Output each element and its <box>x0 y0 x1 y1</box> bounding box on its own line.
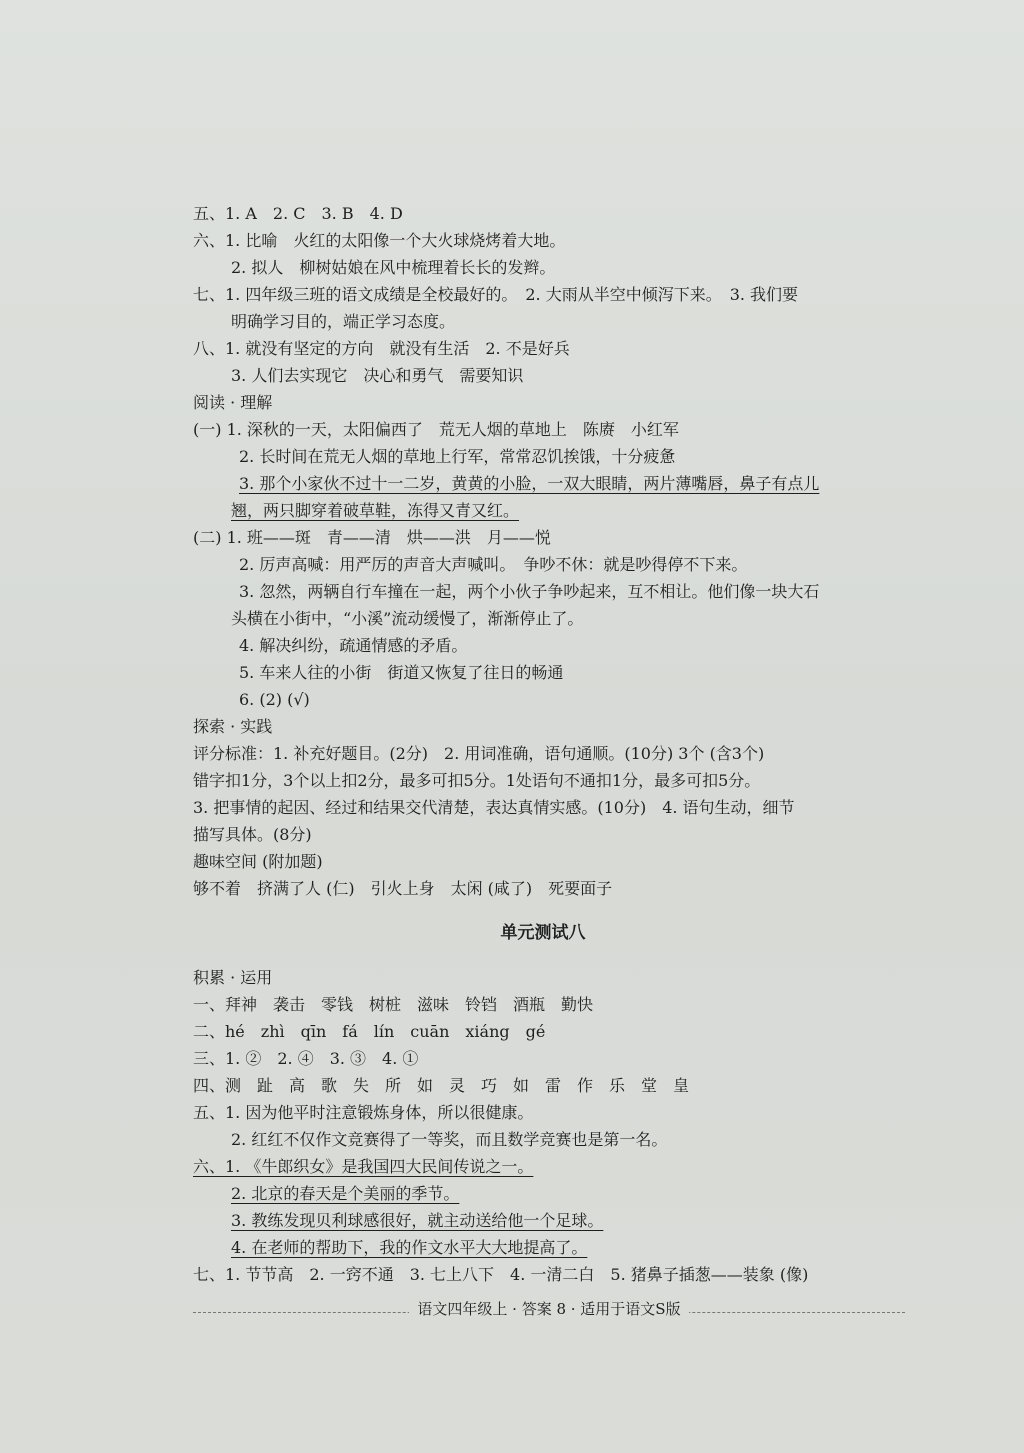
underlined-answer: 翘，两只脚穿着破草鞋，冻得又青又红。 <box>231 501 520 520</box>
underlined-answer <box>193 1234 893 1261</box>
answer-line: 一、拜神 袭击 零钱 树桩 滋味 铃铛 酒瓶 勤快 <box>193 995 594 1014</box>
answer-line: 3. 人们去实现它 决心和勇气 需要知识 <box>231 366 524 385</box>
answer-line: 2. 拟人 柳树姑娘在风中梳理着长长的发辫。 <box>231 258 556 277</box>
underlined-text: 2. 北京的春天是个美丽的季节。 <box>231 1184 460 1203</box>
underlined-text: 3. 教练发现贝利球感很好，就主动送给他一个足球。 <box>231 1211 604 1230</box>
answer-line: 三、1. ② 2. ④ 3. ③ 4. ① <box>193 1049 419 1068</box>
answer-content <box>193 200 893 1288</box>
answer-line: 明确学习目的，端正学习态度。 <box>231 312 456 331</box>
underlined-answer: 3. 那个小家伙不过十一二岁，黄黄的小脸，一双大眼睛，两片薄嘴唇，鼻子有点儿 <box>239 474 820 493</box>
answer-line: 2. 红红不仅作文竞赛得了一等奖，而且数学竞赛也是第一名。 <box>231 1130 668 1149</box>
section-heading: 趣味空间 (附加题) <box>193 852 323 871</box>
answer-line: 2. 厉声高喊：用严厉的声音大声喊叫。 争吵不休：就是吵得停不下来。 <box>239 555 748 574</box>
answer-line: 头横在小街中，“小溪”流动缓慢了，渐渐停止了。 <box>231 609 584 628</box>
underlined-answer <box>193 1153 893 1180</box>
answer-line: 5. 车来人往的小街 街道又恢复了往日的畅通 <box>239 663 564 682</box>
answer-line: 五、1. 因为他平时注意锻炼身体，所以很健康。 <box>193 1103 534 1122</box>
underlined-text: 4. 在老师的帮助下，我的作文水平大大地提高了。 <box>231 1238 588 1257</box>
answer-line: 描写具体。(8分) <box>193 825 312 844</box>
answer-line: 3. 忽然，两辆自行车撞在一起，两个小伙子争吵起来，互不相让。他们像一块大石 <box>239 582 820 601</box>
answer-line: 3. 把事情的起因、经过和结果交代清楚，表达真情实感。(10分) 4. 语句生动，细节 <box>193 798 795 817</box>
section-heading: 积累 · 运用 <box>193 968 273 987</box>
underlined-answer <box>193 1207 893 1234</box>
answer-line: 够不着 挤满了人 (仁) 引火上身 太闲 (咸了) 死要面子 <box>193 879 613 898</box>
answer-line: (一) 1. 深秋的一天，太阳偏西了 荒无人烟的草地上 陈赓 小红军 <box>193 420 679 439</box>
page-footer <box>193 1298 905 1319</box>
answer-line: 二、hé zhì qīn fá lín cuān xiáng gé <box>193 1022 546 1041</box>
answer-line: 6. (2) (√) <box>239 690 310 709</box>
answer-line: 八、1. 就没有坚定的方向 就没有生活 2. 不是好兵 <box>193 339 570 358</box>
answer-line: 四、测 趾 高 歌 失 所 如 灵 巧 如 雷 作 乐 堂 皇 <box>193 1076 690 1095</box>
answer-line: 六、1. 比喻 火红的太阳像一个大火球烧烤着大地。 <box>193 231 566 250</box>
answer-line: 七、1. 四年级三班的语文成绩是全校最好的。 2. 大雨从半空中倾泻下来。 3. 我们要 <box>193 285 799 304</box>
answer-line: 五、1. A 2. C 3. B 4. D <box>193 204 403 223</box>
section-title: 单元测试八 <box>500 923 586 943</box>
answer-line: 错字扣1分，3个以上扣2分，最多可扣5分。1处语句不通扣1分，最多可扣5分。 <box>193 771 761 790</box>
answer-line: 评分标准：1. 补充好题目。(2分) 2. 用词准确，语句通顺。(10分) 3个 (含3个) <box>193 744 765 763</box>
underlined-text: 六、1. 《牛郎织女》是我国四大民间传说之一。 <box>193 1157 534 1176</box>
section-heading: 探索 · 实践 <box>193 717 273 736</box>
answer-line: (二) 1. 班——斑 青——清 烘——洪 月——悦 <box>193 528 551 547</box>
section-heading: 阅读 · 理解 <box>193 393 273 412</box>
answer-line: 4. 解决纠纷，疏通情感的矛盾。 <box>239 636 468 655</box>
underlined-answer <box>193 1180 893 1207</box>
footer-text: 语文四年级上 · 答案 8 · 适用于语文S版 <box>409 1300 688 1318</box>
answer-line: 2. 长时间在荒无人烟的草地上行军，常常忍饥挨饿，十分疲惫 <box>239 447 676 466</box>
answer-line: 七、1. 节节高 2. 一窍不通 3. 七上八下 4. 一清二白 5. 猪鼻子插葱——装象 (像) <box>193 1265 809 1284</box>
